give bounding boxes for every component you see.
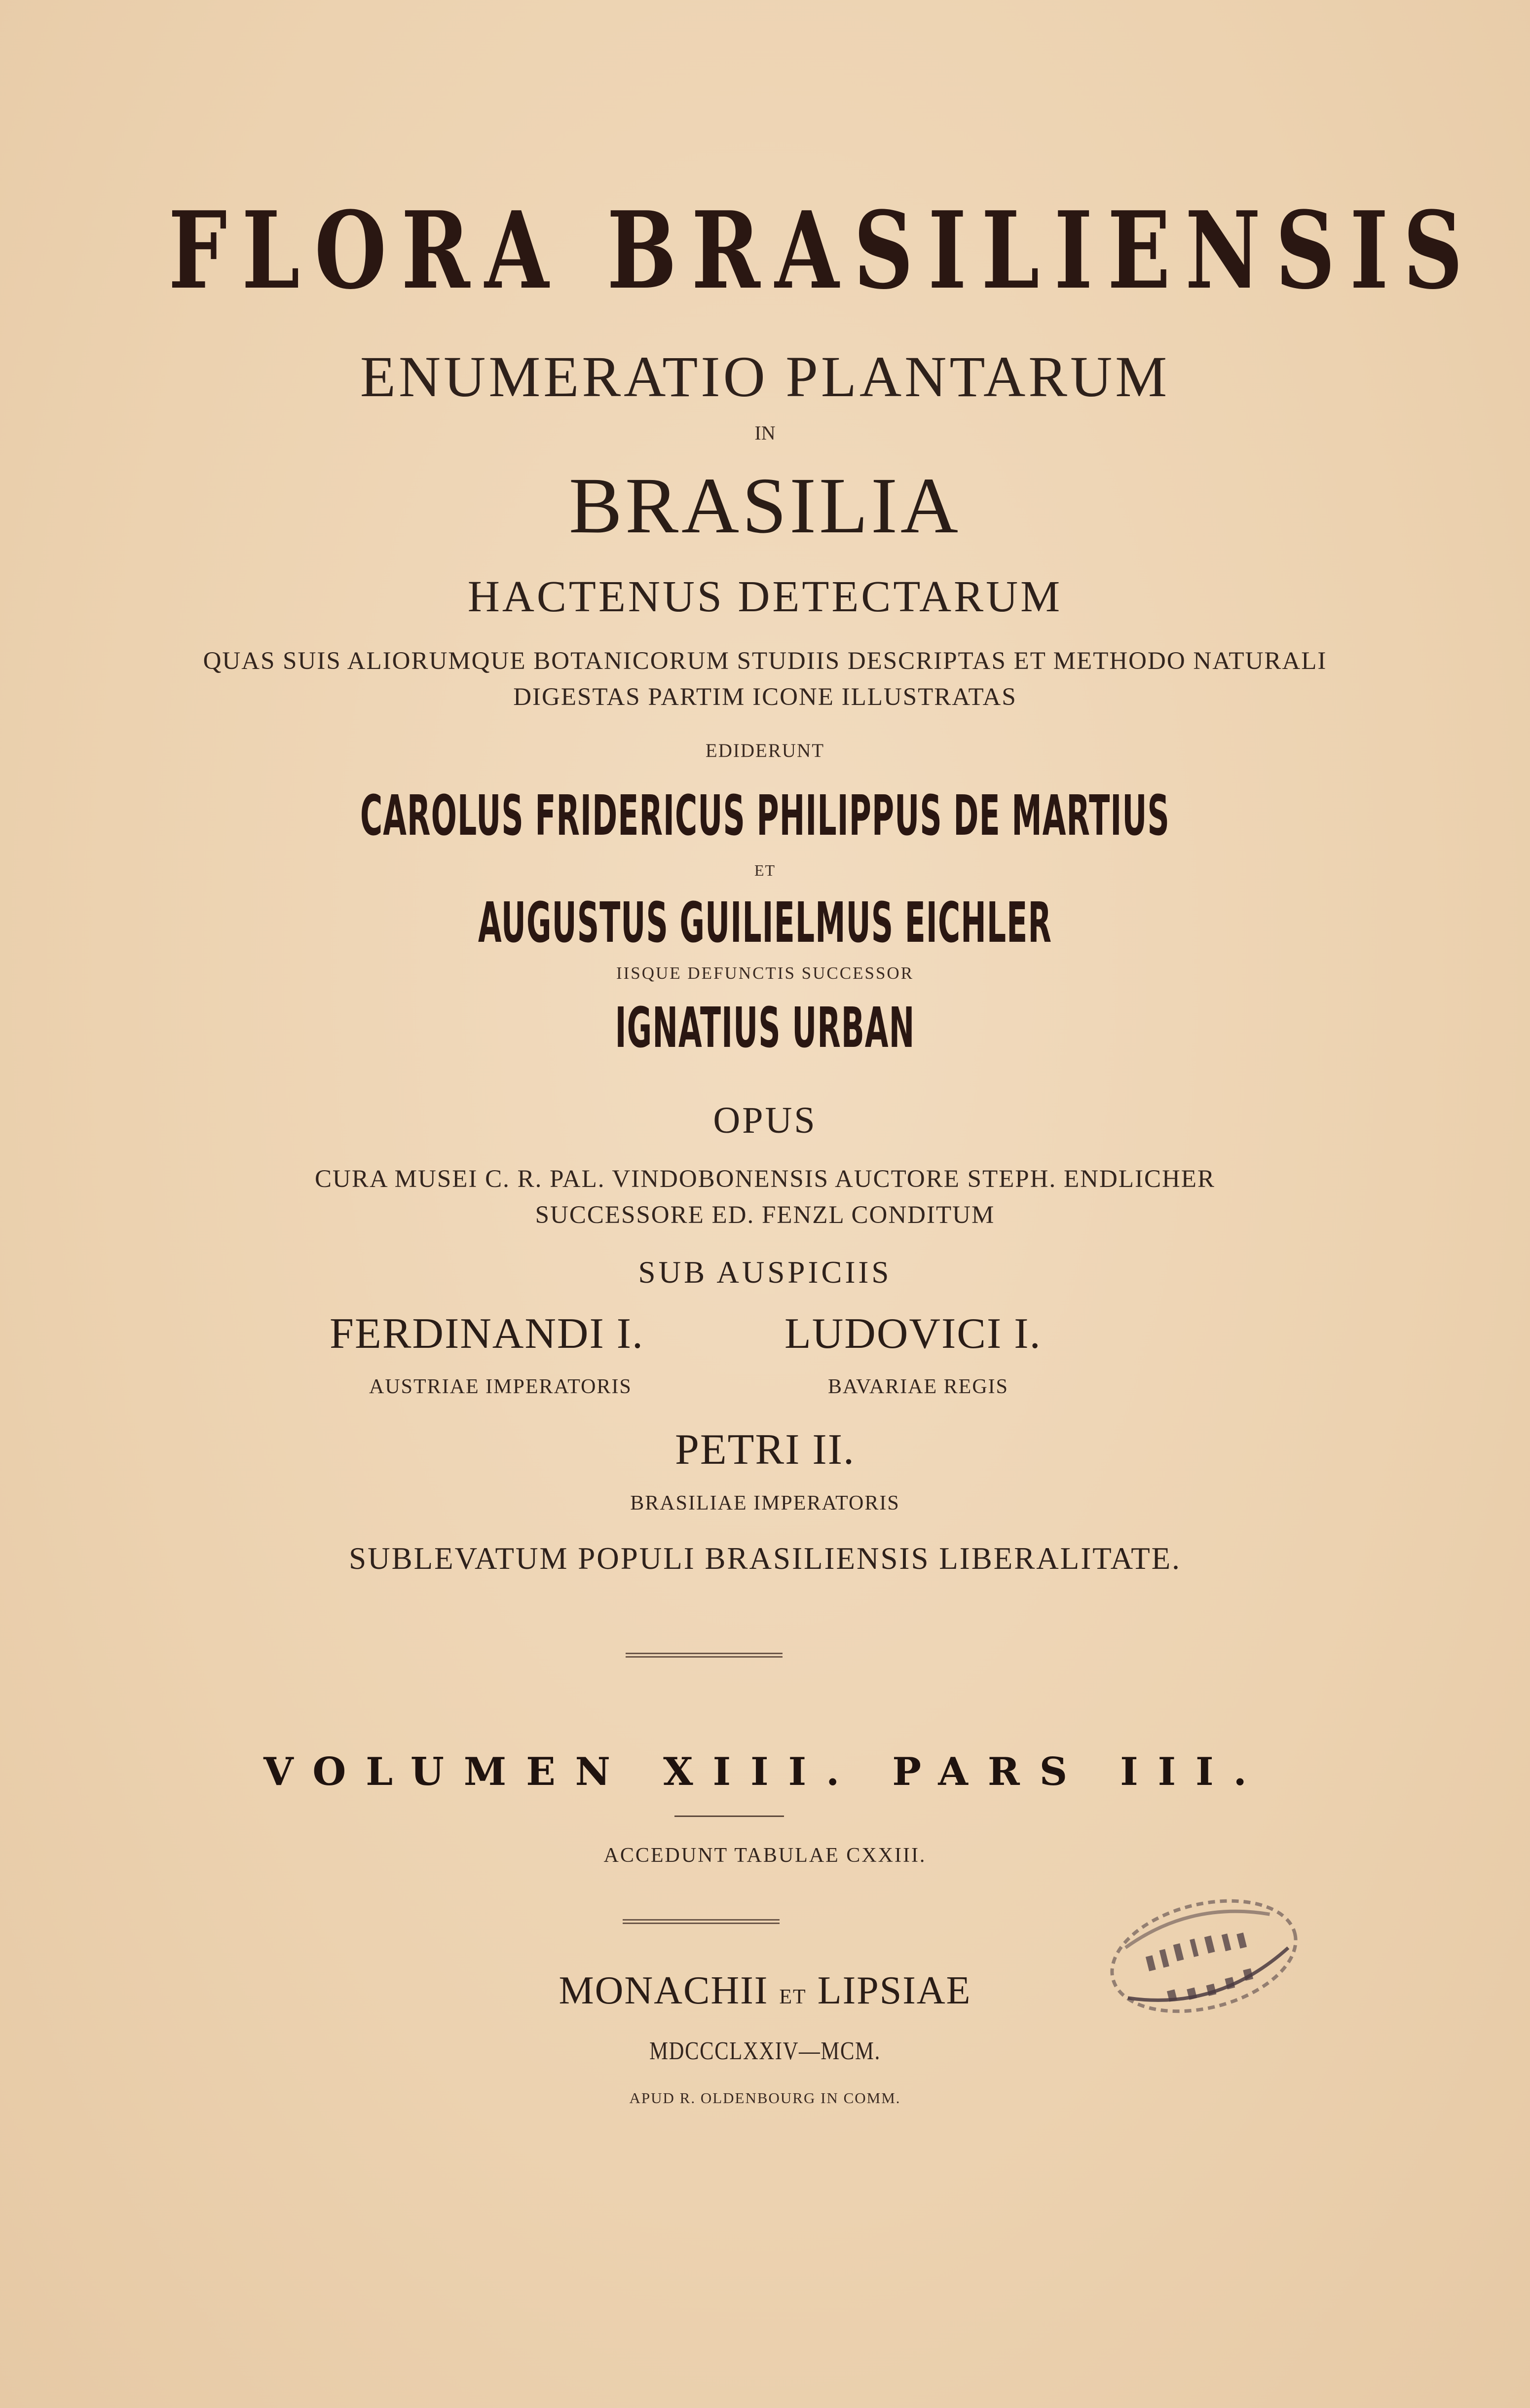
ruler-petrus: PETRI II.	[674, 1426, 856, 1474]
double-rule-divider-2	[623, 1919, 780, 1924]
author-martius: CAROLUS FRIDERICUS PHILIPPUS DE MARTIUS	[360, 784, 1170, 848]
plates-note: ACCEDUNT TABULAE CXXIII.	[603, 1844, 927, 1867]
library-stamp-icon	[1100, 1885, 1307, 2028]
description-line-1: QUAS SUIS ALIORUMQUE BOTANICORUM STUDIIS DESCRIPTAS ET METHODO NATURALI	[203, 647, 1327, 675]
sublevatum-line: SUBLEVATUM POPULI BRASILIENSIS LIBERALITATE.	[349, 1541, 1181, 1576]
description-line-2: DIGESTAS PARTIM ICONE ILLUSTRATAS	[513, 683, 1017, 711]
subtitle: ENUMERATIO PLANTARUM	[360, 344, 1170, 409]
imprint-city-1: MONACHII	[559, 1969, 769, 2012]
sub-auspiciis: SUB AUSPICIIS	[638, 1255, 892, 1290]
ediderunt-label: EDIDERUNT	[705, 740, 825, 761]
imprint-publisher: APUD R. OLDENBOURG IN COMM.	[629, 2089, 901, 2107]
ruler-petrus-title: BRASILIAE IMPERATORIS	[630, 1492, 900, 1515]
opus-label: OPUS	[713, 1100, 817, 1141]
imprint-years: MDCCCLXXIV—MCM.	[649, 2037, 881, 2065]
double-rule-divider	[626, 1653, 783, 1658]
in-word: IN	[754, 422, 776, 444]
imprint-et: ET	[779, 1986, 807, 2008]
hactenus-line: HACTENUS DETECTARUM	[467, 572, 1063, 621]
ruler-ferdinand-title: AUSTRIAE IMPERATORIS	[369, 1375, 632, 1398]
et-conjunction: ET	[754, 861, 776, 879]
ruler-ludovicus-title: BAVARIAE REGIS	[828, 1375, 1009, 1398]
imprint-city-2: LIPSIAE	[817, 1969, 971, 2012]
ruler-ferdinand: FERDINANDI I.	[330, 1310, 644, 1358]
ruler-ludovicus: LUDOVICI I.	[784, 1310, 1042, 1358]
cura-line-2: SUCCESSORE ED. FENZL CONDITUM	[535, 1201, 995, 1229]
successor-note: IISQUE DEFUNCTIS SUCCESSOR	[616, 963, 914, 983]
author-urban: IGNATIUS URBAN	[615, 996, 915, 1060]
author-eichler: AUGUSTUS GUILIELMUS EICHLER	[478, 891, 1052, 955]
book-title: FLORA BRASILIENSIS	[168, 188, 1478, 313]
place-name: BRASILIA	[568, 462, 962, 550]
volume-heading: VOLUMEN XIII. PARS III.	[263, 1749, 1267, 1794]
cura-line-1: CURA MUSEI C. R. PAL. VINDOBONENSIS AUCTORE STEPH. ENDLICHER	[315, 1165, 1215, 1193]
thin-rule-divider	[674, 1815, 784, 1817]
